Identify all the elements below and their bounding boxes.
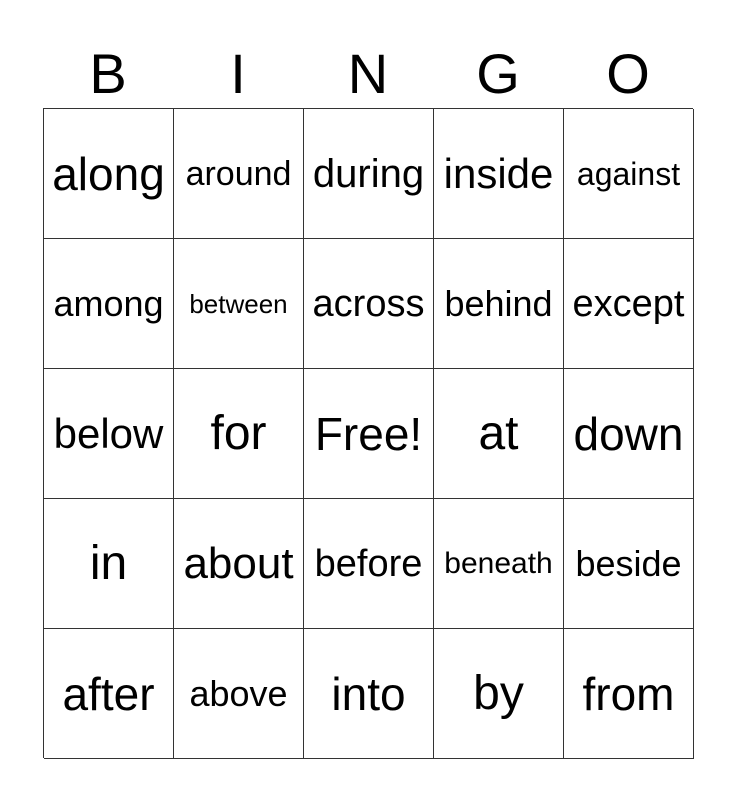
bingo-cell-r1-c1[interactable]: along [44, 109, 174, 239]
header-letter-i: I [230, 42, 246, 105]
bingo-cell-r2-c5[interactable]: except [564, 239, 694, 369]
bingo-cell-r2-c4[interactable]: behind [434, 239, 564, 369]
header-letter-b: B [89, 42, 127, 105]
bingo-cell-r2-c2[interactable]: between [174, 239, 304, 369]
bingo-cell-r5-c5[interactable]: from [564, 629, 694, 759]
header-letter-n: N [347, 42, 389, 105]
bingo-cell-r5-c3[interactable]: into [304, 629, 434, 759]
free-space-cell[interactable]: Free! [304, 369, 434, 499]
bingo-cell-r5-c4[interactable]: by [434, 629, 564, 759]
bingo-cell-r1-c2[interactable]: around [174, 109, 304, 239]
bingo-cell-r3-c2[interactable]: for [174, 369, 304, 499]
bingo-cell-r2-c1[interactable]: among [44, 239, 174, 369]
bingo-cell-r3-c1[interactable]: below [44, 369, 174, 499]
bingo-cell-r1-c4[interactable]: inside [434, 109, 564, 239]
bingo-cell-r4-c2[interactable]: about [174, 499, 304, 629]
bingo-cell-r3-c5[interactable]: down [564, 369, 694, 499]
bingo-cell-r4-c4[interactable]: beneath [434, 499, 564, 629]
bingo-cell-r1-c3[interactable]: during [304, 109, 434, 239]
bingo-cell-r5-c1[interactable]: after [44, 629, 174, 759]
header-letter-g: G [476, 42, 520, 105]
bingo-cell-r5-c2[interactable]: above [174, 629, 304, 759]
bingo-cell-r4-c5[interactable]: beside [564, 499, 694, 629]
bingo-cell-r3-c4[interactable]: at [434, 369, 564, 499]
bingo-board [43, 108, 693, 758]
bingo-cell-r4-c3[interactable]: before [304, 499, 434, 629]
bingo-header [43, 40, 693, 108]
bingo-cell-r4-c1[interactable]: in [44, 499, 174, 629]
header-letter-o: O [606, 42, 650, 105]
bingo-cell-r2-c3[interactable]: across [304, 239, 434, 369]
bingo-cell-r1-c5[interactable]: against [564, 109, 694, 239]
